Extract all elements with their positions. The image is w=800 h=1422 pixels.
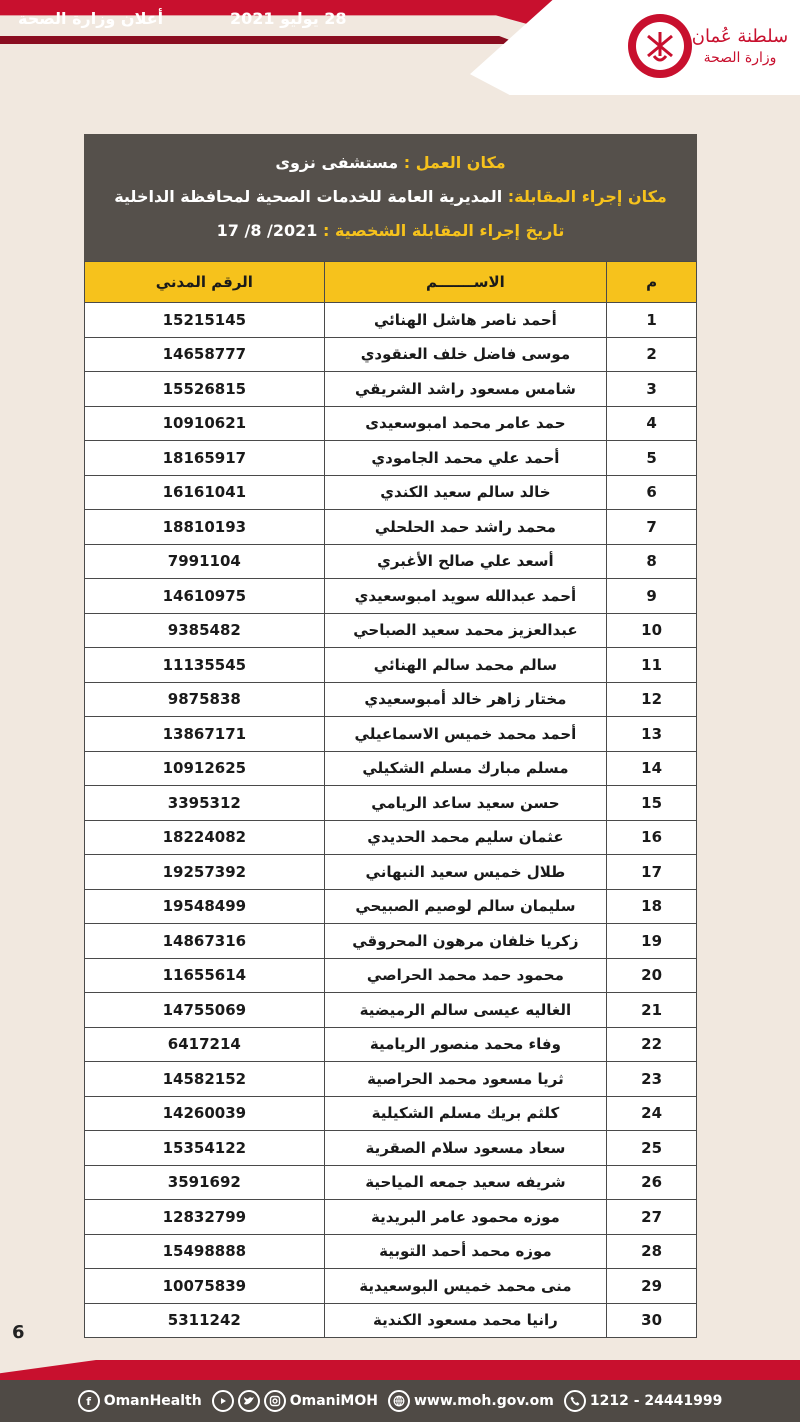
row-number: 4 [607,406,697,441]
row-number: 27 [607,1200,697,1235]
header-num: م [607,262,697,303]
civil-id: 18810193 [85,510,325,545]
civil-id: 19257392 [85,855,325,890]
table-row [85,337,697,372]
candidate-name: شريفه سعيد جمعه المياحية [324,1165,607,1200]
workplace-line [84,146,697,180]
candidate-name: موزه محمود عامر البريدية [324,1200,607,1235]
candidate-name: محمد راشد حمد الحلحلي [324,510,607,545]
workplace-value: مستشفى نزوى [275,153,399,172]
workplace-label: مكان العمل : [403,153,506,172]
row-number: 12 [607,682,697,717]
candidate-name: سالم محمد سالم الهنائي [324,648,607,683]
social-handle: OmaniMOH [289,1393,378,1409]
table-row [85,510,697,545]
table-row [85,855,697,890]
table-row [85,303,697,338]
row-number: 22 [607,1027,697,1062]
row-number: 16 [607,820,697,855]
civil-id: 15354122 [85,1131,325,1166]
candidate-name: أحمد علي محمد الجامودي [324,441,607,476]
candidate-name: شامس مسعود راشد الشريقي [324,372,607,407]
instagram-icon [264,1390,286,1412]
table-body [85,303,697,1338]
civil-id: 9385482 [85,613,325,648]
civil-id: 10075839 [85,1269,325,1304]
footer-phone[interactable] [564,1390,722,1412]
candidate-name: حسن سعيد ساعد الريامي [324,786,607,821]
civil-id: 15498888 [85,1234,325,1269]
table-row [85,786,697,821]
announcement-title: أعلان وزارة الصحة [18,9,164,28]
row-number: 17 [607,855,697,890]
candidate-name: كلثم بريك مسلم الشكيلية [324,1096,607,1131]
table-row [85,889,697,924]
row-number: 3 [607,372,697,407]
civil-id: 6417214 [85,1027,325,1062]
table-row [85,993,697,1028]
candidate-name: الغاليه عيسى سالم الرميضية [324,993,607,1028]
civil-id: 16161041 [85,475,325,510]
logo-text-sultanate: سلطنة عُمان [691,26,789,47]
civil-id: 7991104 [85,544,325,579]
table-row [85,1131,697,1166]
table-row [85,1165,697,1200]
row-number: 29 [607,1269,697,1304]
table-row [85,406,697,441]
candidate-name: سعاد مسعود سلام الصقرية [324,1131,607,1166]
row-number: 11 [607,648,697,683]
row-number: 20 [607,958,697,993]
row-number: 1 [607,303,697,338]
candidate-name: مسلم مبارك مسلم الشكيلي [324,751,607,786]
globe-icon [388,1390,410,1412]
phone-number: 1212 - 24441999 [589,1393,723,1409]
row-number: 5 [607,441,697,476]
candidate-name: أحمد محمد خميس الاسماعيلي [324,717,607,752]
candidate-name: موزه محمد أحمد التوبية [324,1234,607,1269]
phone-icon [564,1390,586,1412]
row-number: 18 [607,889,697,924]
civil-id: 10912625 [85,751,325,786]
candidate-name: محمود حمد محمد الحراصي [324,958,607,993]
page-number: 6 [12,1322,25,1343]
candidate-name: منى محمد خميس البوسعيدية [324,1269,607,1304]
header-name: الاســـــــم [324,262,607,303]
table-row [85,579,697,614]
civil-id: 5311242 [85,1303,325,1338]
row-number: 23 [607,1062,697,1097]
candidate-name: طلال خميس سعيد النبهاني [324,855,607,890]
row-number: 28 [607,1234,697,1269]
row-number: 25 [607,1131,697,1166]
table-row [85,372,697,407]
interview-info-panel [84,134,697,261]
civil-id: 19548499 [85,889,325,924]
candidate-name: حمد عامر محمد امبوسعيدى [324,406,607,441]
table-header-row [85,262,697,303]
table-row [85,1269,697,1304]
candidates-table [84,261,697,1338]
civil-id: 14755069 [85,993,325,1028]
facebook-icon: f [78,1390,100,1412]
announcement-date: 28 يوليو 2021 [230,9,347,28]
footer-contact-bar [0,1380,800,1422]
row-number: 15 [607,786,697,821]
civil-id: 18224082 [85,820,325,855]
civil-id: 12832799 [85,1200,325,1235]
top-header [0,0,800,95]
candidate-name: خالد سالم سعيد الكندي [324,475,607,510]
row-number: 24 [607,1096,697,1131]
candidate-name: زكريا خلفان مرهون المحروقي [324,924,607,959]
civil-id: 14582152 [85,1062,325,1097]
civil-id: 14867316 [85,924,325,959]
table-row [85,924,697,959]
row-number: 9 [607,579,697,614]
row-number: 30 [607,1303,697,1338]
table-row [85,751,697,786]
row-number: 13 [607,717,697,752]
header-civil-id: الرقم المدني [85,262,325,303]
facebook-handle: OmanHealth [103,1393,202,1409]
interview-place-value: المديرية العامة للخدمات الصحية لمحافظة الداخلية [114,187,503,206]
footer-facebook[interactable] [78,1390,202,1412]
candidate-name: وفاء محمد منصور الريامية [324,1027,607,1062]
candidate-name: أسعد علي صالح الأغبري [324,544,607,579]
table-row [85,1234,697,1269]
civil-id: 11655614 [85,958,325,993]
table-row [85,1096,697,1131]
youtube-icon [212,1390,234,1412]
civil-id: 14260039 [85,1096,325,1131]
civil-id: 18165917 [85,441,325,476]
civil-id: 11135545 [85,648,325,683]
table-row [85,958,697,993]
table-row [85,475,697,510]
table-row [85,544,697,579]
civil-id: 10910621 [85,406,325,441]
civil-id: 9875838 [85,682,325,717]
table-row [85,1062,697,1097]
interview-place-label: مكان إجراء المقابلة: [507,187,667,206]
table-row [85,1027,697,1062]
candidate-name: عبدالعزيز محمد سعيد الصباحي [324,613,607,648]
interview-date-value: 17 /8 /2021 [216,221,318,240]
table-row [85,613,697,648]
table-row [85,1200,697,1235]
twitter-icon [238,1390,260,1412]
table-row [85,441,697,476]
footer-red-band [0,1360,800,1382]
row-number: 6 [607,475,697,510]
table-row [85,682,697,717]
table-row [85,1303,697,1338]
civil-id: 14610975 [85,579,325,614]
table-row [85,717,697,752]
civil-id: 13867171 [85,717,325,752]
row-number: 14 [607,751,697,786]
civil-id: 14658777 [85,337,325,372]
row-number: 10 [607,613,697,648]
candidate-name: مختار زاهر خالد أمبوسعيدي [324,682,607,717]
footer-website[interactable] [388,1390,554,1412]
civil-id: 15526815 [85,372,325,407]
civil-id: 3395312 [85,786,325,821]
interview-date-label: تاريخ إجراء المقابلة الشخصية : [322,221,565,240]
candidate-name: سليمان سالم لوصيم الصبيحي [324,889,607,924]
interview-place-line [84,180,697,214]
row-number: 2 [607,337,697,372]
row-number: 19 [607,924,697,959]
header-red-shadow [0,36,520,44]
table-row [85,648,697,683]
logo-text-ministry: وزارة الصحة [703,50,777,66]
row-number: 8 [607,544,697,579]
candidate-name: موسى فاضل خلف العنقودي [324,337,607,372]
row-number: 21 [607,993,697,1028]
candidate-name: ثريا مسعود محمد الحراصية [324,1062,607,1097]
table-row [85,820,697,855]
civil-id: 3591692 [85,1165,325,1200]
row-number: 26 [607,1165,697,1200]
footer-social[interactable] [212,1390,378,1412]
website-url: www.moh.gov.om [413,1393,554,1409]
row-number: 7 [607,510,697,545]
candidate-name: أحمد عبدالله سويد امبوسعيدي [324,579,607,614]
candidate-name: رانيا محمد مسعود الكندية [324,1303,607,1338]
candidate-name: أحمد ناصر هاشل الهنائي [324,303,607,338]
interview-date-line [84,214,697,248]
candidate-name: عثمان سليم محمد الحديدي [324,820,607,855]
civil-id: 15215145 [85,303,325,338]
ministry-emblem-icon [628,14,692,78]
